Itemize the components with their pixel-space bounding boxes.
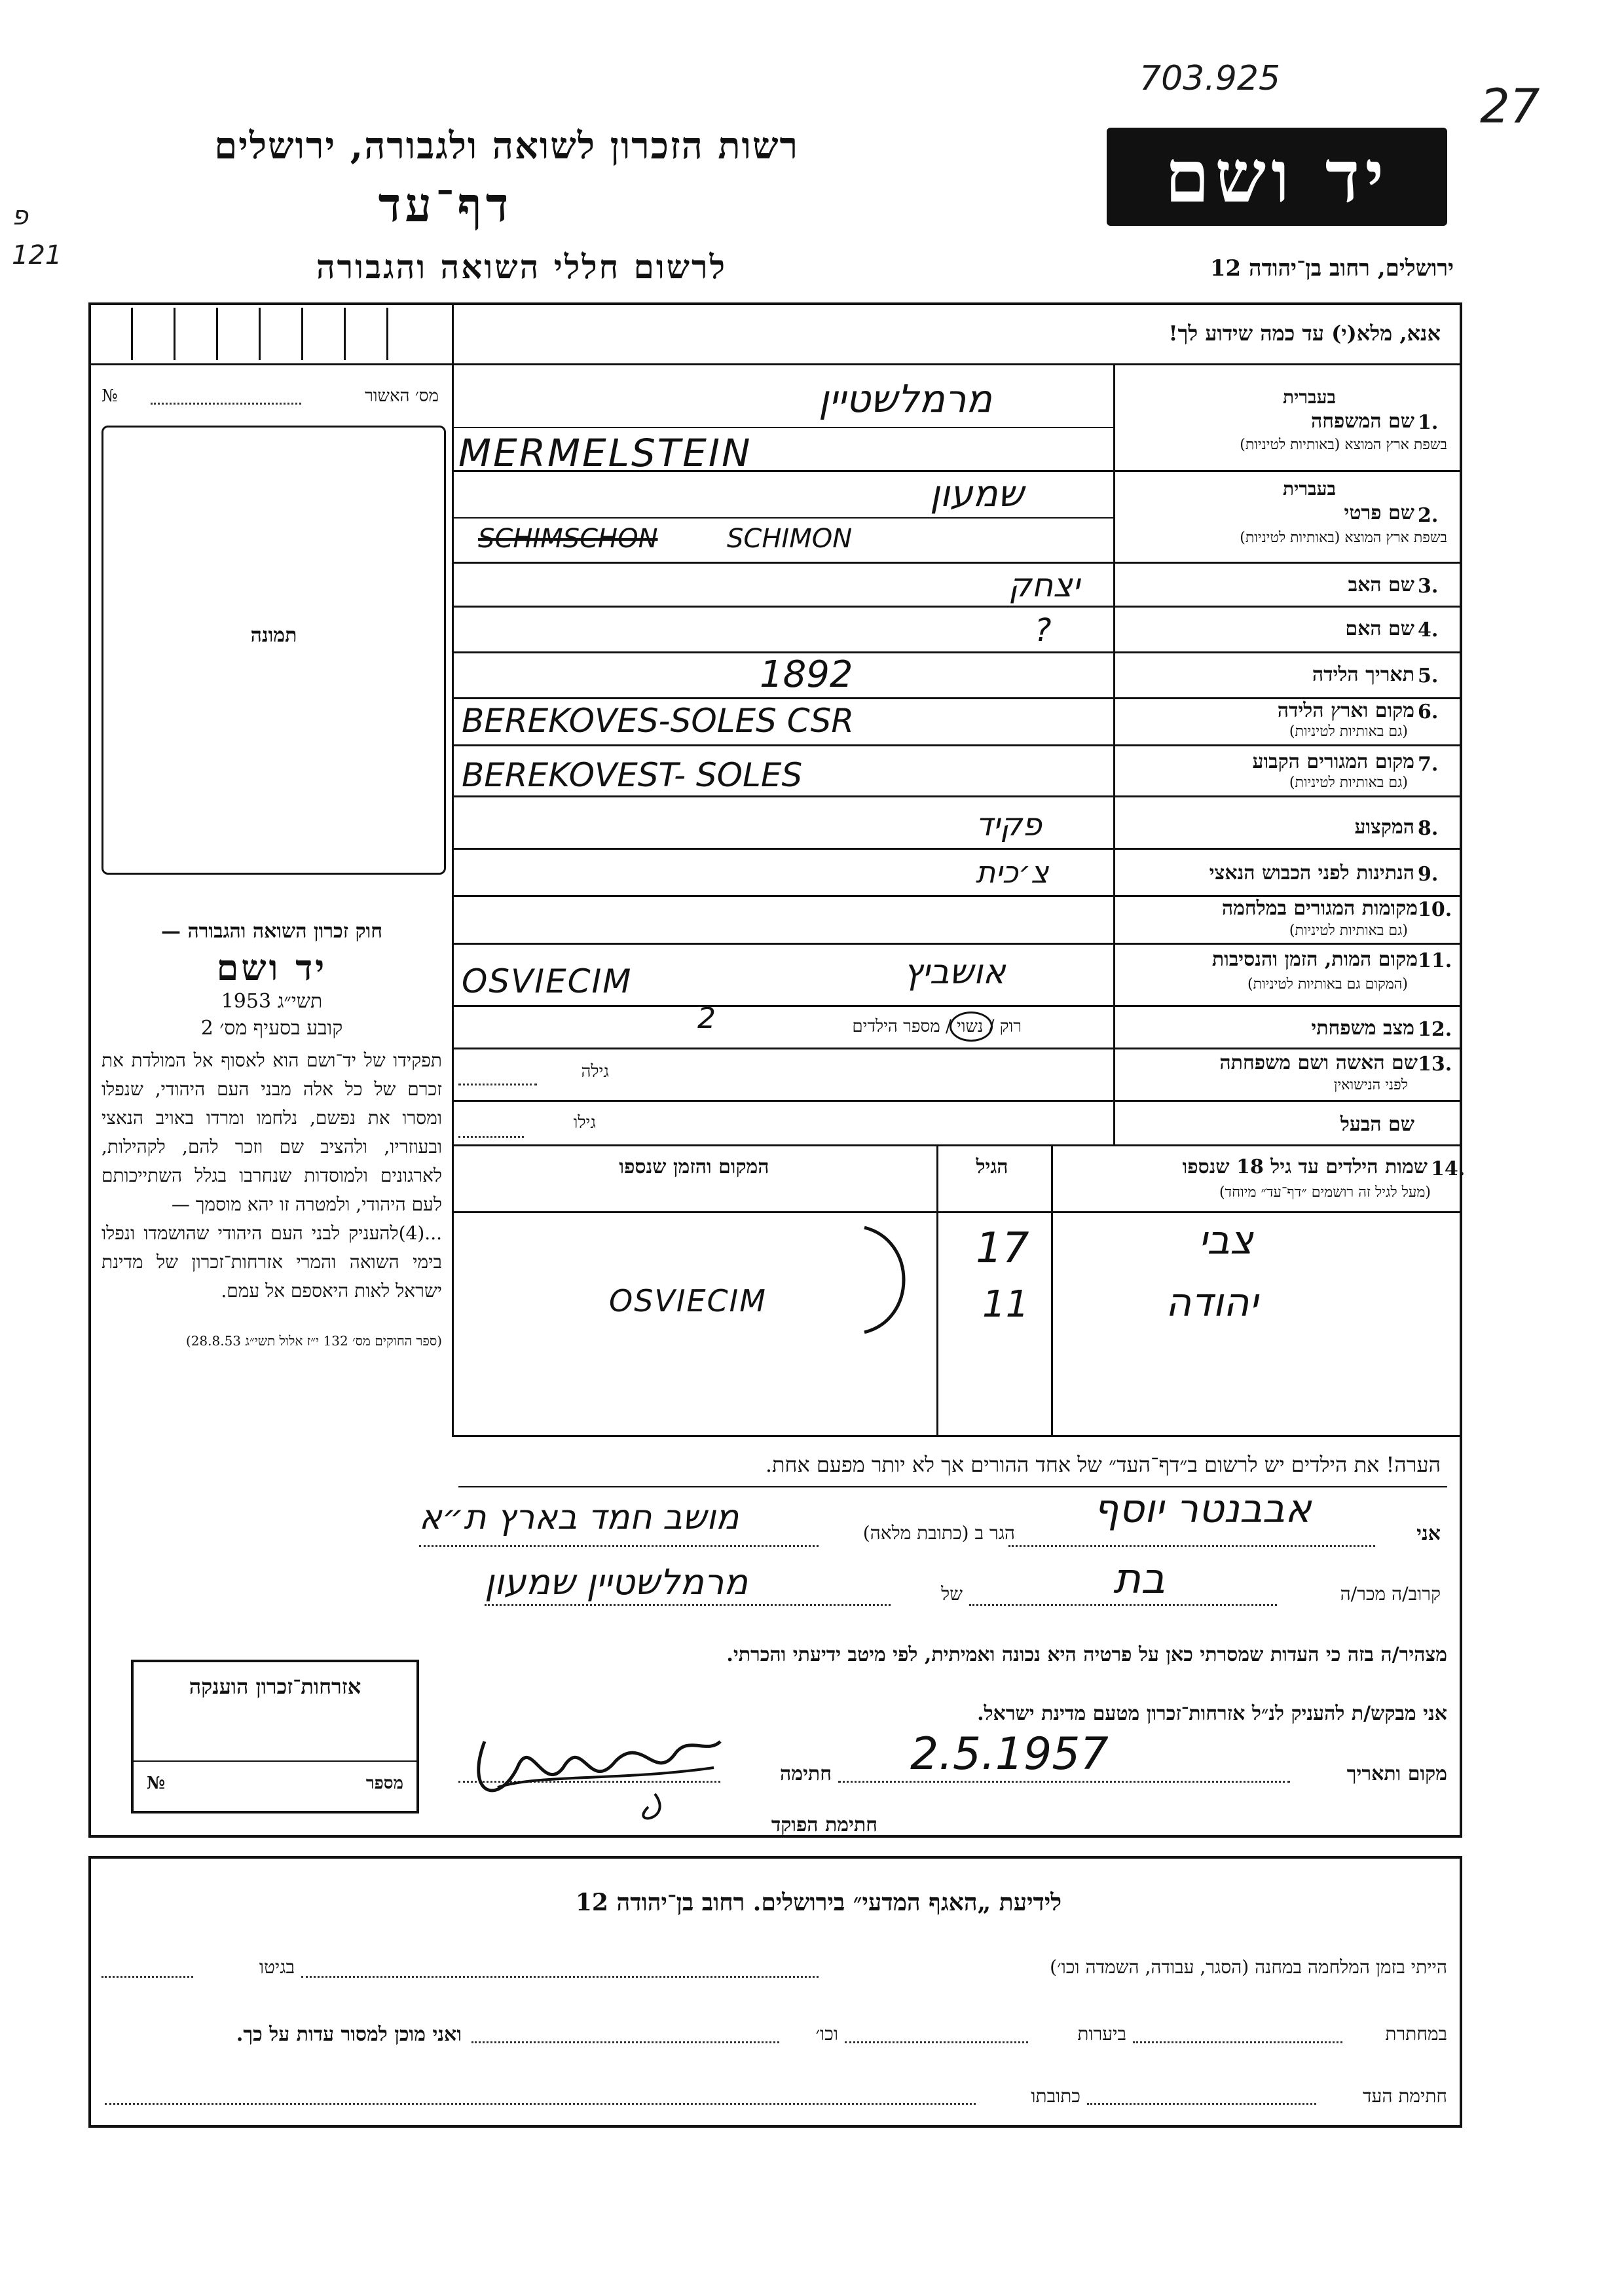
footer-line-3a: חתימת העד xyxy=(1363,2085,1447,2107)
profession: פקיד xyxy=(976,807,1042,843)
death-place-hebrew: אושביץ xyxy=(904,953,1006,992)
witness-address: מושב חמד בארץ ת״א xyxy=(419,1498,739,1537)
first-name-latin: SCHIMON xyxy=(727,524,853,554)
field-8-num: 8. xyxy=(1418,817,1439,840)
hebrew-label-1: בעברית xyxy=(1282,386,1336,408)
mother-name: ? xyxy=(1035,612,1052,649)
witness-name: אבבנטר יוסף xyxy=(1094,1486,1312,1532)
page-number: 27 xyxy=(1480,79,1540,134)
citizenship-no-symbol: № xyxy=(147,1774,166,1793)
wife-age-label: גילה xyxy=(581,1062,609,1082)
hebrew-label-2: בעברית xyxy=(1282,478,1336,500)
declaration-statement: מצהיר/ה בזה כי העדות שמסרתי כאן על פרטיה היא נכונה ואמיתית, לפי מיטב ידיעתי והכרתי. xyxy=(726,1643,1447,1666)
field-5-label: תאריך הלידה xyxy=(1312,663,1414,686)
lives-in-label: הגר ב (כתובת מלאה) xyxy=(862,1522,1015,1544)
child-2-place: OSVIECIM xyxy=(609,1283,767,1319)
law-name: יד ושם xyxy=(216,947,327,989)
citizenship-title: אזרחות־זכרון הוענקה xyxy=(189,1674,361,1699)
of-value: מרמלשטיין שמעון xyxy=(485,1561,748,1603)
field-14-num: 14. xyxy=(1431,1157,1466,1180)
photo-label: תמונה xyxy=(250,624,297,647)
age-column-header: הגיל xyxy=(976,1156,1008,1178)
law-clause: קובע בסעיף מס׳ 2 xyxy=(200,1017,343,1040)
residence-place: BEREKOVEST- SOLES xyxy=(462,756,803,794)
field-12-label: מצב משפחתי xyxy=(1311,1017,1414,1040)
children-bracket-mark xyxy=(845,1221,930,1339)
husband-label: שם הבעל xyxy=(1340,1113,1414,1136)
field-13-label: שם האשה ושם משפחתה xyxy=(1219,1051,1418,1074)
law-body-2: ...(4)להעניק לבני העם היהודי שהושמדו ונפלו בימי השואה והמרי אזרחות־זכרון של מדינת ישראל לאות היאספם אל עמם. xyxy=(101,1222,442,1302)
witness-signature xyxy=(458,1696,733,1833)
field-14-sub: (מעל לגיל זה רושמים ״דף־עד״ מיוחד) xyxy=(1219,1184,1431,1201)
first-name-hebrew: שמעון xyxy=(930,473,1024,515)
form-subtitle: לרשום חללי השואה והגבורה xyxy=(316,247,727,286)
field-4-num: 4. xyxy=(1418,619,1439,642)
field-10-num: 10. xyxy=(1418,898,1452,921)
nationality: צ׳כית xyxy=(976,854,1049,890)
field-11-sub: (המקום גם באותיות לטיניות) xyxy=(1247,976,1408,993)
footer-line-1a: הייתי בזמן המלחמה במחנה (הסגר, עבודה, השמדה וכו׳) xyxy=(1050,1956,1447,1978)
citizenship-number-label: מספר xyxy=(365,1774,403,1793)
field-14-label: שמות הילדים עד גיל 18 שנספו xyxy=(1182,1156,1428,1178)
relation-label: קרוב/ה מכר/ה xyxy=(1340,1583,1441,1605)
field-2-label: שם פרטי xyxy=(1344,501,1414,524)
field-3-num: 3. xyxy=(1418,575,1439,598)
child-2-age: 11 xyxy=(982,1283,1029,1326)
first-name-latin-struck: SCHIMSCHON xyxy=(478,524,658,554)
reference-number: 703.925 xyxy=(1139,59,1281,98)
law-body: תפקידו של יד־ושם הוא לאסוף אל המולדת את זכרם של כל אלה מבני העם היהודי, שנפלו ומסרו את נפשם, נלחמו ומרדו באויב הנאצי ובעוזריו, ולהציב שם וזכר להם, לקהילות, לארגונים ולמוסדות שנחרבו בגלל השתייכותם לעם היהודי, ולמטרה זו יהא מוסמך — xyxy=(101,1049,442,1215)
married-circle-mark xyxy=(950,1011,993,1042)
child-2-name: יהודה xyxy=(1166,1280,1258,1326)
margin-code: פ 121 xyxy=(12,201,62,270)
photo-box xyxy=(101,426,446,875)
field-9-num: 9. xyxy=(1418,863,1439,886)
declaration-ani: אני xyxy=(1416,1522,1441,1545)
child-1-age: 17 xyxy=(976,1224,1029,1273)
logo-text: יד ושם xyxy=(1164,134,1390,219)
field-3-label: שם האב xyxy=(1348,574,1414,596)
place-date-label: מקום ותאריך xyxy=(1346,1762,1447,1785)
footer-line-3b: כתובתו xyxy=(1031,2085,1080,2107)
relation-value: בת xyxy=(1113,1555,1166,1603)
footer-line-2b: ביערות xyxy=(1077,2023,1126,2045)
field-6-sub: (גם באותיות לטיניות) xyxy=(1289,723,1408,740)
field-1-sub: בשפת ארץ המוצא (באותיות לטיניות) xyxy=(1240,437,1447,453)
field-4-label: שם האם xyxy=(1345,617,1414,640)
field-7-sub: (גם באותיות לטיניות) xyxy=(1289,774,1408,791)
law-title: חוק זכרון השואה והגבורה — xyxy=(161,920,382,943)
child-1-name: צבי xyxy=(1198,1218,1253,1264)
yad-vashem-logo xyxy=(1107,128,1447,226)
field-2-num: 2. xyxy=(1418,504,1439,527)
footer-title: לידיעת „האגף המדעי״ בירושלים. רחוב בן־יהודה 12 xyxy=(575,1889,1062,1916)
note-text: הערה! את הילדים יש לרשום ב״דף־העד״ של אחד ההורים אך לא יותר מפעם אחת. xyxy=(765,1452,1441,1477)
law-year: תשי״ג 1953 xyxy=(221,990,323,1013)
place-column-header: המקום והזמן שנספו xyxy=(619,1156,769,1178)
intro-instruction: אנא, מלא(י) עד כמה שידוע לך! xyxy=(1168,321,1441,346)
form-title: דף־עד xyxy=(378,177,513,232)
field-11-num: 11. xyxy=(1418,949,1452,972)
declaration-date: 2.5.1957 xyxy=(910,1728,1109,1780)
field-10-label: מקומות המגורים במלחמה xyxy=(1221,897,1418,920)
approval-no-symbol: № xyxy=(101,386,118,406)
death-place-latin: OSVIECIM xyxy=(462,962,633,1000)
field-11-label: מקום המות, הזמן והנסיבות xyxy=(1211,948,1418,971)
father-name: יצחק xyxy=(1008,566,1080,604)
field-13-sub: לפני הנישואין xyxy=(1333,1077,1408,1093)
footer-line-2d: ואני מוכן למסור עדות על כך. xyxy=(236,2023,462,2046)
field-6-num: 6. xyxy=(1418,701,1439,723)
approval-label: מס׳ האשור xyxy=(365,386,439,406)
marital-options: רוק / נשוי / מספר הילדים xyxy=(852,1017,1022,1036)
field-7-label: מקום המגורים הקבוע xyxy=(1252,750,1414,773)
authority-line: רשות הזכרון לשואה ולגבורה, ירושלים xyxy=(214,124,799,168)
declaration-request: אני מבקש/ת להעניק לנ״ל אזרחות־זכרון מטעם מדינת ישראל. xyxy=(977,1702,1447,1725)
citizenship-box xyxy=(131,1660,419,1813)
footer-line-1b: בגיטו xyxy=(259,1956,295,1978)
header-address: ירושלים, רחוב בן־יהודה 12 xyxy=(1209,255,1454,282)
field-12-num: 12. xyxy=(1418,1018,1452,1041)
field-1-label: שם המשפחה xyxy=(1310,410,1414,433)
field-8-label: המקצוע xyxy=(1354,816,1414,839)
field-2-sub: בשפת ארץ המוצא (באותיות לטיניות) xyxy=(1240,530,1447,546)
field-10-sub: (גם באותיות לטיניות) xyxy=(1289,922,1408,939)
field-5-num: 5. xyxy=(1418,665,1439,687)
of-label: של xyxy=(941,1583,963,1605)
law-box xyxy=(101,920,442,1350)
footer-line-2c: וכו׳ xyxy=(815,2023,838,2045)
husband-age-label: גילו xyxy=(573,1113,596,1133)
field-7-num: 7. xyxy=(1418,753,1439,776)
law-source: (ספר החוקים מס׳ 132 י״ז אלול תשי״ג 28.8.53) xyxy=(185,1333,442,1349)
field-9-label: הנתינות לפני הכבוש הנאצי xyxy=(1209,862,1414,884)
family-name-latin: MERMELSTEIN xyxy=(458,431,752,475)
children-count: 2 xyxy=(697,1002,716,1035)
field-13-num: 13. xyxy=(1418,1053,1452,1076)
field-6-label: מקום וארץ הלידה xyxy=(1277,699,1414,722)
field-1-num: 1. xyxy=(1418,411,1439,434)
birth-date: 1892 xyxy=(760,653,853,696)
birth-place: BEREKOVES-SOLES CSR xyxy=(462,702,855,740)
family-name-hebrew: מרמלשטיין xyxy=(819,376,992,421)
officer-signature-label: חתימת הפוקד xyxy=(771,1813,877,1836)
footer-line-2a: במחתרת xyxy=(1385,2023,1447,2045)
signature-label: חתימה xyxy=(780,1762,832,1785)
